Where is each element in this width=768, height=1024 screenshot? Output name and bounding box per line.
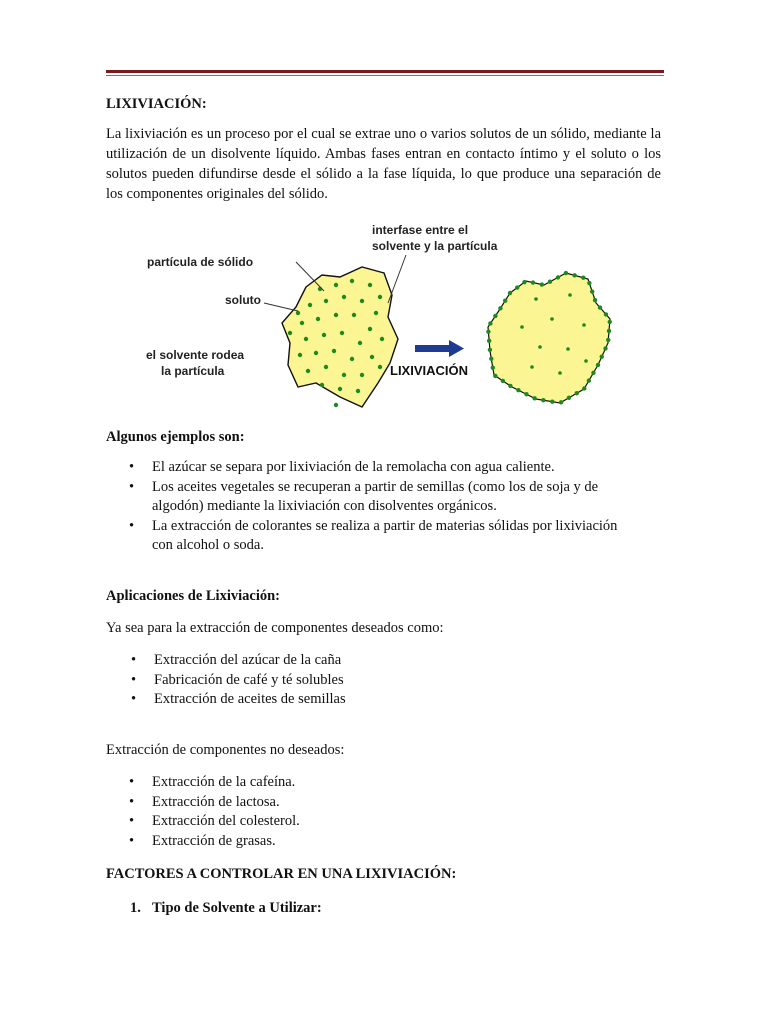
solute-dot	[334, 403, 338, 407]
undesired-intro: Extracción de componentes no deseados:	[106, 742, 345, 758]
solute-dot	[607, 329, 611, 333]
solute-dot	[524, 392, 528, 396]
solute-dot	[508, 384, 512, 388]
examples-list	[152, 458, 622, 556]
label-solvent-1: el solvente rodea	[146, 348, 245, 362]
solute-dot	[587, 281, 591, 285]
solute-dot	[374, 311, 378, 315]
solute-dot	[358, 341, 362, 345]
list-item: • Extracción de aceites de semillas	[154, 690, 614, 710]
solute-dot	[598, 305, 602, 309]
solute-dot	[378, 365, 382, 369]
solute-dot	[338, 387, 342, 391]
header-rule-thin	[106, 75, 664, 76]
solute-dot	[591, 371, 595, 375]
label-interface-1: interfase entre el	[372, 223, 469, 237]
solute-dot	[593, 298, 597, 302]
solute-dot	[531, 280, 535, 284]
solute-dot	[334, 283, 338, 287]
solute-dot	[350, 357, 354, 361]
label-solvent-2: la partícula	[161, 364, 225, 378]
solute-dot	[559, 400, 563, 404]
solute-dot	[314, 351, 318, 355]
list-item: • Extracción del colesterol.	[152, 812, 612, 832]
solute-dot	[320, 383, 324, 387]
list-item: • Los aceites vegetales se recuperan a partir de semillas (como los de soja y de algodón) mediante la lixiviación con disolventes orgánicos.	[152, 478, 622, 517]
list-item: • El azúcar se separa por lixiviación de la remolacha con agua caliente.	[152, 458, 622, 478]
factor-number-1: 1.	[130, 900, 141, 916]
solute-dot	[298, 353, 302, 357]
factor-item-1: Tipo de Solvente a Utilizar:	[152, 900, 322, 916]
solute-dot	[340, 331, 344, 335]
solute-dot	[488, 348, 492, 352]
label-interface-2: solvente y la partícula	[372, 239, 498, 253]
solute-dot	[540, 282, 544, 286]
solute-dot	[604, 312, 608, 316]
intro-paragraph: La lixiviación es un proceso por el cual se extrae uno o varios solutos de un sólido, mediante la utilización de un disolvente líquido. Ambas fases entran en contacto íntimo y el soluto o los solutos pueden difundirse desde el sólido a la fase líquida, lo que produce una separación de los componentes originales del sólido.	[106, 126, 661, 202]
solute-dot	[566, 347, 570, 351]
solute-dot	[572, 273, 576, 277]
section-heading: LIXIVIACIÓN:	[106, 96, 207, 112]
solute-dot	[508, 291, 512, 295]
solute-dot	[342, 373, 346, 377]
solute-dot	[491, 365, 495, 369]
solute-dot	[300, 321, 304, 325]
solute-dot	[581, 276, 585, 280]
solute-dot	[582, 323, 586, 327]
solute-dot	[304, 337, 308, 341]
solute-dot	[558, 371, 562, 375]
solute-dot	[590, 289, 594, 293]
solute-dot	[324, 365, 328, 369]
solute-dot	[516, 388, 520, 392]
solute-dot	[360, 373, 364, 377]
desired-intro: Ya sea para la extracción de componentes deseados como:	[106, 620, 444, 636]
solute-dot	[584, 359, 588, 363]
solute-dot	[556, 275, 560, 279]
solute-dot	[501, 379, 505, 383]
applications-title: Aplicaciones de Lixiviación:	[106, 588, 280, 604]
label-particle: partícula de sólido	[147, 255, 254, 269]
solute-dot	[306, 369, 310, 373]
solute-dot	[498, 306, 502, 310]
solute-dot	[332, 349, 336, 353]
list-item: • La extracción de colorantes se realiza a partir de materias sólidas por lixiviación con alcohol o soda.	[152, 517, 622, 556]
solute-dot	[587, 378, 591, 382]
solute-dot	[600, 355, 604, 359]
label-process: LIXIVIACIÓN	[390, 363, 469, 378]
factors-title: FACTORES A CONTROLAR EN UNA LIXIVIACIÓN:	[106, 866, 457, 882]
solute-dot	[368, 283, 372, 287]
solute-dot	[522, 280, 526, 284]
solute-dot	[380, 337, 384, 341]
list-item: • Fabricación de café y té solubles	[154, 671, 614, 691]
solute-dot	[606, 338, 610, 342]
solute-dot	[489, 357, 493, 361]
solid-particle-before	[282, 267, 398, 407]
solute-dot	[603, 346, 607, 350]
solute-dot	[582, 386, 586, 390]
solute-dot	[564, 271, 568, 275]
solute-dot	[548, 280, 552, 284]
solute-dot	[550, 400, 554, 404]
solute-dot	[493, 374, 497, 378]
solute-dot	[532, 396, 536, 400]
list-item: • Extracción del azúcar de la caña	[154, 651, 614, 671]
solute-dot	[550, 317, 554, 321]
solute-dot	[503, 298, 507, 302]
desired-list	[154, 651, 614, 710]
header-rule	[106, 70, 664, 73]
solute-dot	[541, 398, 545, 402]
solute-dot	[316, 317, 320, 321]
solute-dot	[608, 320, 612, 324]
lixiviation-diagram	[140, 215, 640, 415]
label-solute: soluto	[225, 293, 261, 307]
solute-dot	[488, 321, 492, 325]
solute-dot	[568, 293, 572, 297]
solute-dot	[352, 313, 356, 317]
leader-interface	[388, 255, 406, 303]
list-item: • Extracción de la cafeína.	[152, 773, 612, 793]
solute-dot	[530, 365, 534, 369]
solute-dot	[342, 295, 346, 299]
solute-dot	[534, 297, 538, 301]
solute-dot	[324, 299, 328, 303]
solute-dot	[308, 303, 312, 307]
solute-dot	[370, 355, 374, 359]
solute-dot	[356, 389, 360, 393]
solute-dot	[515, 285, 519, 289]
solute-dot	[487, 339, 491, 343]
solute-dot	[322, 333, 326, 337]
solute-dot	[493, 314, 497, 318]
leader-solute	[264, 303, 298, 311]
solute-dot	[538, 345, 542, 349]
list-item: • Extracción de lactosa.	[152, 793, 612, 813]
solute-dot	[296, 311, 300, 315]
examples-title: Algunos ejemplos son:	[106, 429, 245, 445]
solute-dot	[334, 313, 338, 317]
list-item: • Extracción de grasas.	[152, 832, 612, 852]
solute-dot	[486, 330, 490, 334]
undesired-list	[152, 773, 612, 851]
solute-dot	[575, 391, 579, 395]
solute-dot	[350, 279, 354, 283]
solute-dot	[360, 299, 364, 303]
process-arrow-icon	[415, 340, 464, 357]
solute-dot	[520, 325, 524, 329]
solute-dot	[378, 295, 382, 299]
solute-dot	[567, 396, 571, 400]
solute-dot	[288, 331, 292, 335]
solute-dot	[368, 327, 372, 331]
solute-dot	[596, 363, 600, 367]
